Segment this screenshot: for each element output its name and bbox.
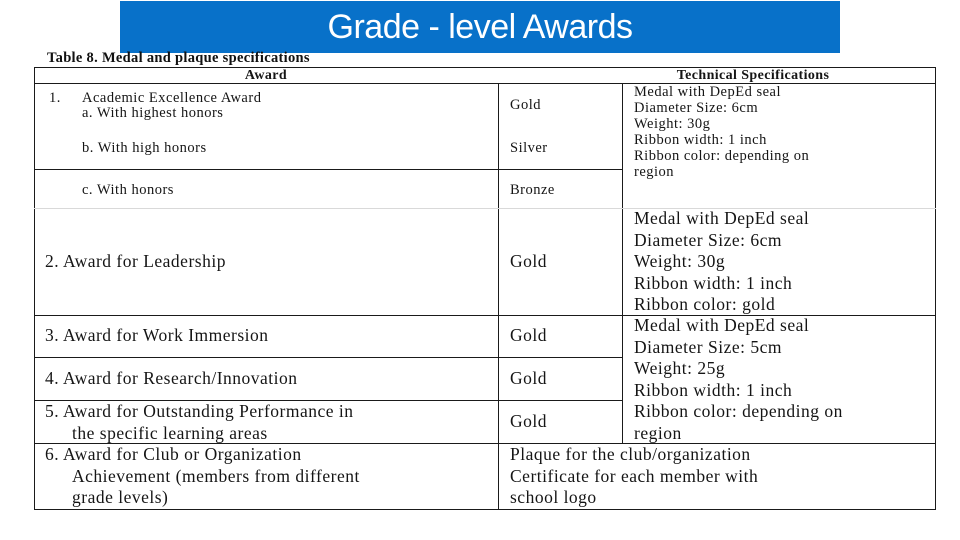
group-spec-line-4: Ribbon width: 1 inch <box>634 379 793 400</box>
research-award: 4. Award for Research/Innovation <box>45 368 298 388</box>
academic-medal-b: Silver <box>510 140 548 156</box>
rule-award-medal <box>498 83 499 510</box>
rule-after-high-honors <box>34 169 622 170</box>
rule-medal-specs <box>622 83 623 444</box>
academic-award-title: Academic Excellence Award <box>82 90 262 106</box>
academic-medal-c: Bronze <box>510 182 555 198</box>
leadership-spec-line-5: Ribbon color: gold <box>634 294 776 314</box>
club-award-line-1: 6. Award for Club or Organization <box>45 444 302 464</box>
leadership-award: 2. Award for Leadership <box>45 251 226 271</box>
performance-award-line-1: 5. Award for Outstanding Performance in <box>45 401 354 421</box>
leadership-spec-line-2: Diameter Size: 6cm <box>634 229 782 250</box>
club-spec-line-1: Plaque for the club/organization <box>510 444 751 464</box>
rule-left <box>34 67 35 510</box>
slide-title-banner <box>120 1 840 53</box>
research-medal: Gold <box>510 368 547 388</box>
club-spec-line-3: school logo <box>510 487 597 507</box>
group-spec-line-6: region <box>634 422 682 443</box>
header-technical-specifications: Technical Specifications <box>676 68 830 83</box>
leadership-spec-line-4: Ribbon width: 1 inch <box>634 272 793 293</box>
leadership-spec-line-1: Medal with DepEd seal <box>634 208 810 228</box>
academic-subaward-c: c. With honors <box>82 182 174 198</box>
performance-award-line-2: the specific learning areas <box>72 422 268 443</box>
leadership-spec-line-3: Weight: 30g <box>634 251 726 271</box>
academic-spec-line-2: Diameter Size: 6cm <box>634 100 759 116</box>
awards-table <box>34 67 936 510</box>
academic-spec-line-4: Ribbon width: 1 inch <box>634 132 767 148</box>
table-caption: Table 8. Medal and plaque specifications <box>47 50 310 66</box>
club-award-line-2: Achievement (members from different <box>72 465 360 486</box>
work-immersion-medal: Gold <box>510 325 547 345</box>
academic-subaward-a: a. With highest honors <box>82 105 224 121</box>
rule-after-work-immersion <box>34 357 622 358</box>
performance-medal: Gold <box>510 411 547 431</box>
academic-number: 1. <box>49 90 61 106</box>
rule-bottom <box>34 509 936 510</box>
group-spec-line-5: Ribbon color: depending on <box>634 401 843 421</box>
header-award: Award <box>244 68 288 83</box>
academic-spec-line-1: Medal with DepEd seal <box>634 84 782 100</box>
academic-spec-line-3: Weight: 30g <box>634 116 711 132</box>
academic-spec-line-5: Ribbon color: depending on <box>634 148 810 164</box>
leadership-medal: Gold <box>510 251 547 271</box>
academic-medal-a: Gold <box>510 97 541 113</box>
academic-spec-line-6: region <box>634 164 675 180</box>
rule-header-bottom <box>34 83 936 84</box>
group-spec-line-1: Medal with DepEd seal <box>634 315 810 335</box>
group-spec-line-2: Diameter Size: 5cm <box>634 336 782 357</box>
group-spec-line-3: Weight: 25g <box>634 358 726 378</box>
club-award-line-3: grade levels) <box>72 487 169 507</box>
work-immersion-award: 3. Award for Work Immersion <box>45 325 269 345</box>
slide-title: Grade - level Awards <box>327 7 633 46</box>
academic-subaward-b: b. With high honors <box>82 140 207 156</box>
rule-right <box>935 67 936 510</box>
rule-top <box>34 67 936 68</box>
club-spec-line-2: Certificate for each member with <box>510 465 759 486</box>
